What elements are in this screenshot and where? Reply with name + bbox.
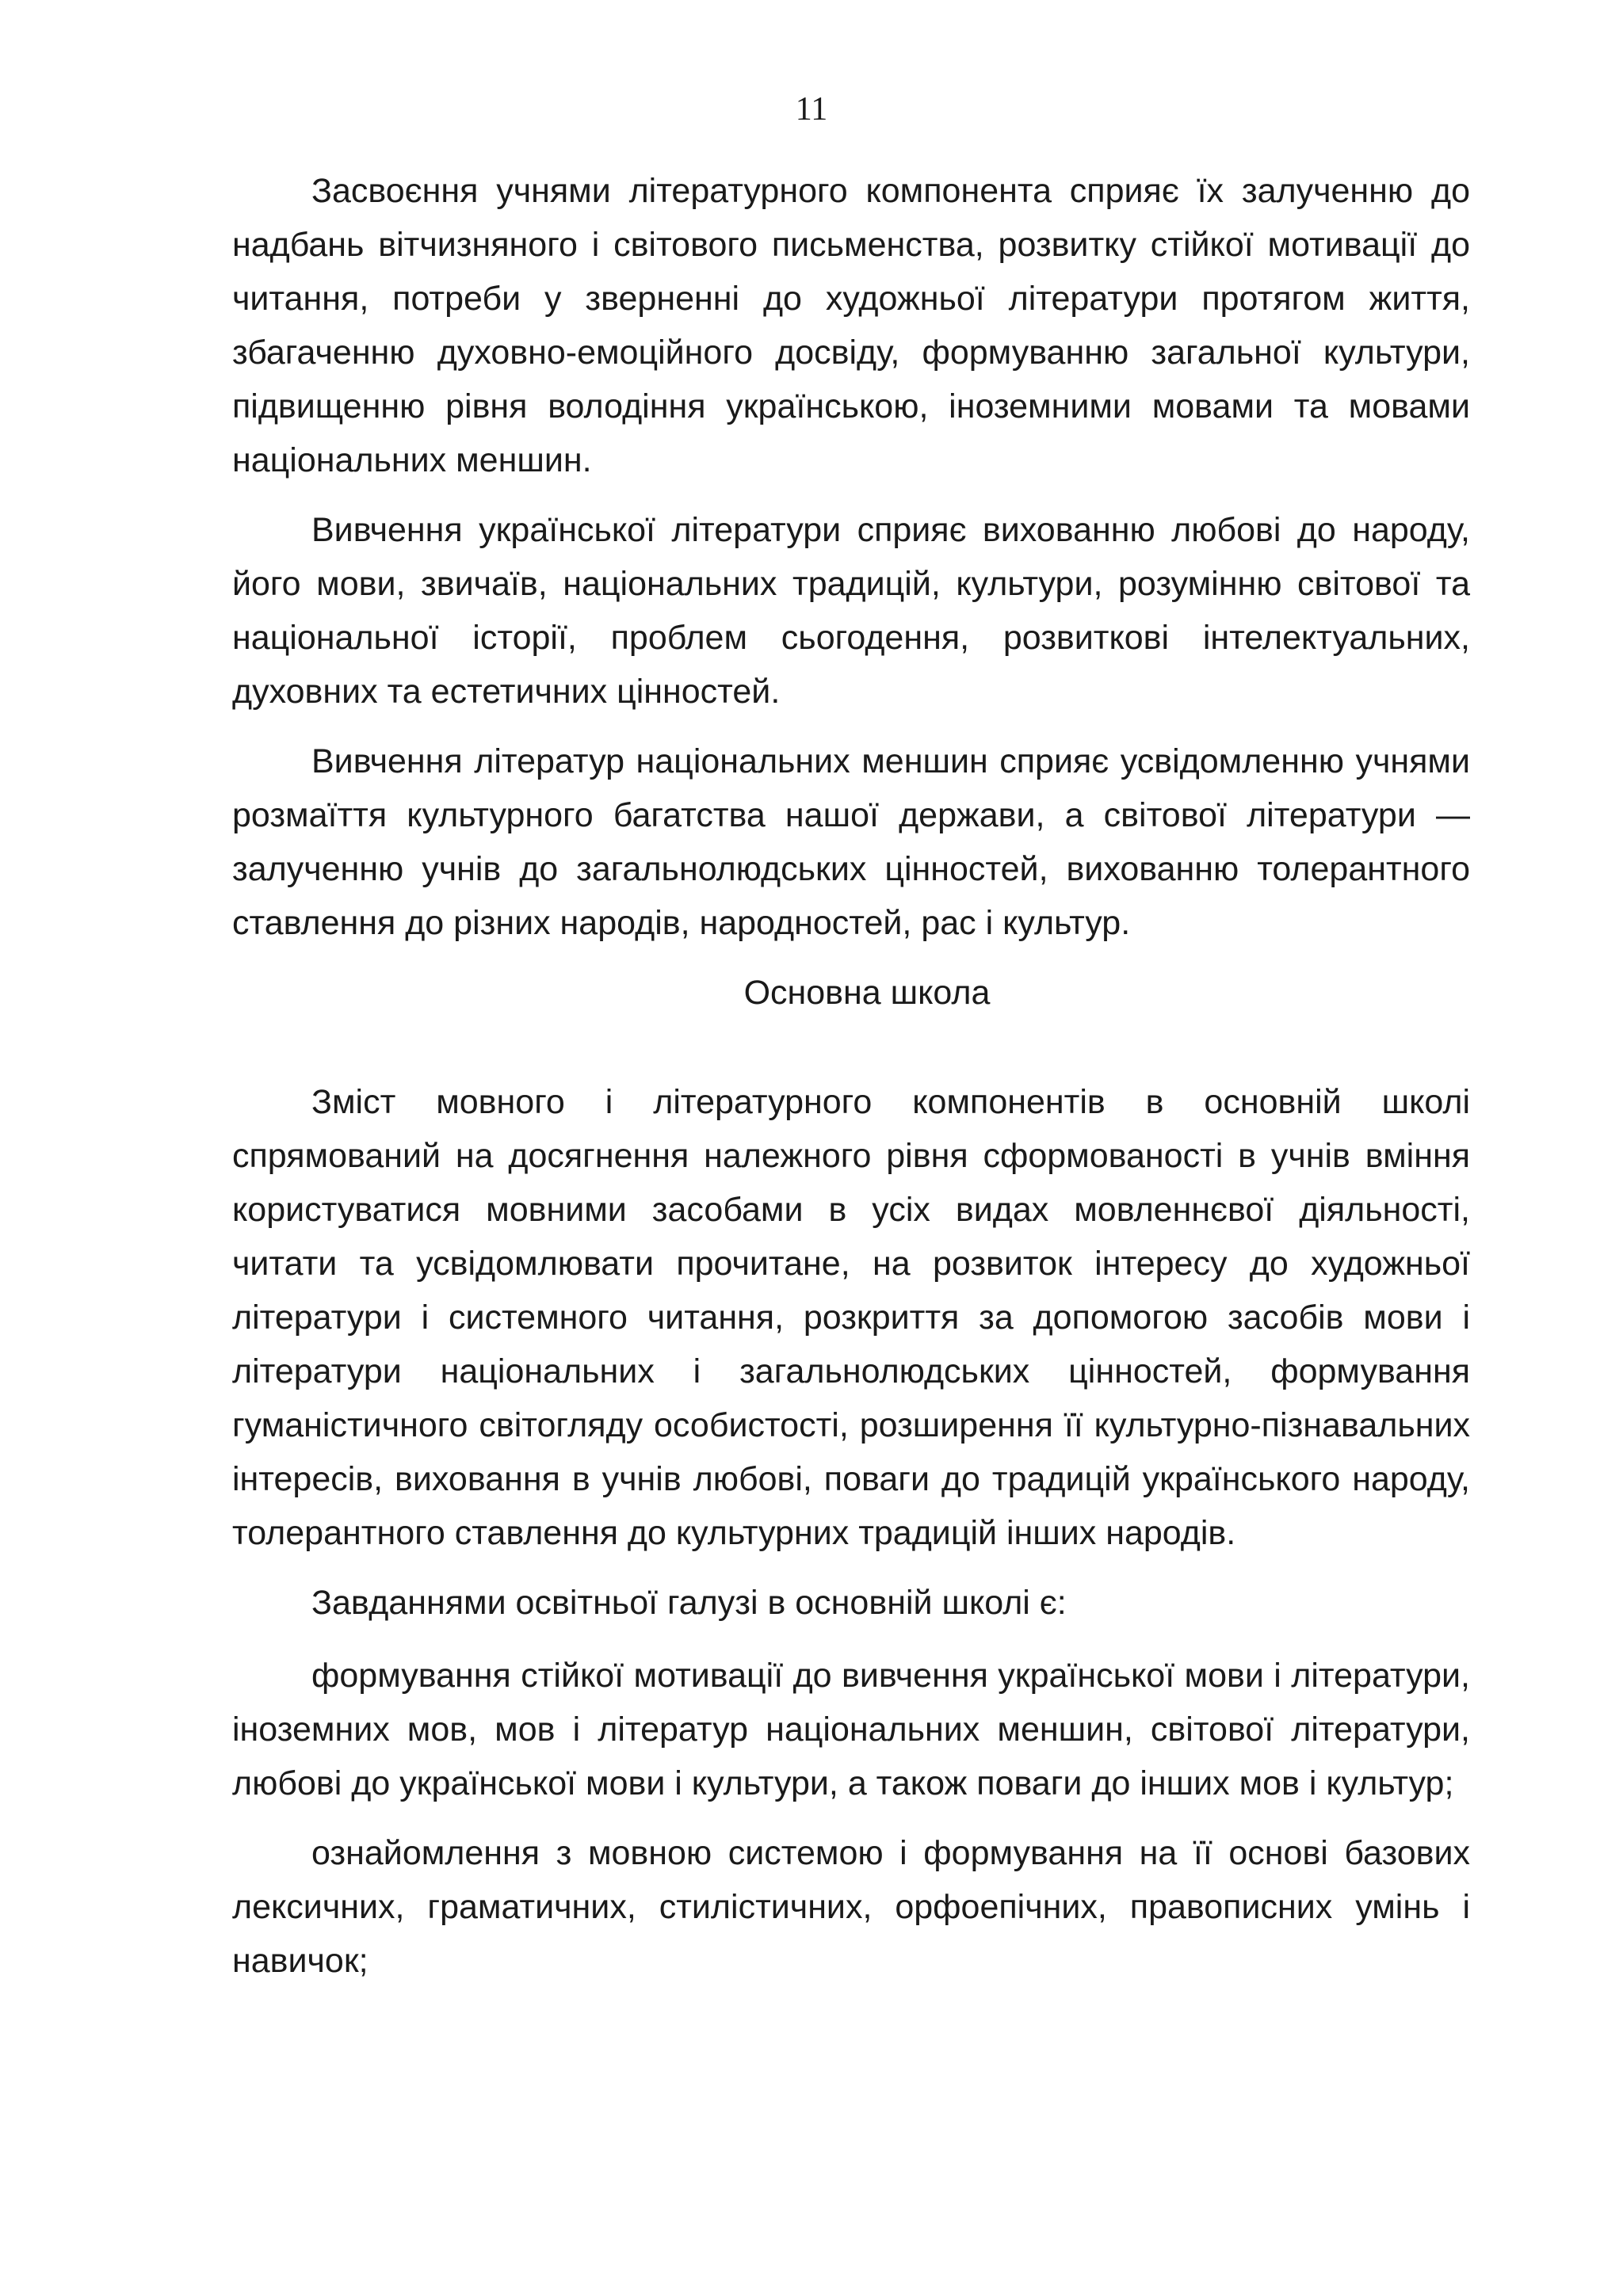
paragraph-literary-component: Засвоєння учнями літературного компонента сприяє їх залученню до надбань вітчизняного і світового письменства, розвитку стійкої мотивації до читання, потреби у зверненні до художньої літератури протягом життя, збагаченню духовно-емоційного досвіду, формуванню загальної культури, підвищенню рівня володіння українською, іноземними мовами та мовами національних меншин.	[232, 172, 1470, 479]
paragraph-basic-school-content: Зміст мовного і літературного компонентів в основній школі спрямований на досягнення належного рівня сформованості в учнів вміння користуватися мовними засобами в усіх видах мовленнєвої діяльності, читати та усвідомлювати прочитане, на розвиток інтересу до художньої літератури і системного читання, розкриття за допомогою засобів мови і літератури національних і загальнолюдських цінностей, формування гуманістичного світогляду особистості, розширення її культурно-пізнавальних інтересів, виховання в учнів любові, поваги до традицій українського народу, толерантного ставлення до культурних традицій інших народів.	[232, 1083, 1470, 1552]
section-heading: Основна школа	[743, 974, 991, 1012]
paragraph-ukrainian-literature: Вивчення української літератури сприяє вихованню любові до народу, його мови, звичаїв, національних традицій, культури, розумінню світової та національної історії, проблем сьогодення, розвиткові інтелектуальних, духовних та естетичних цінностей.	[232, 511, 1470, 711]
paragraph-minority-literature: Вивчення літератур національних меншин сприяє усвідомленню учнями розмаїття культурного багатства нашої держави, а світової літератури — залученню учнів до загальнолюдських цінностей, вихованню толерантного ставлення до різних народів, народностей, рас і культур.	[232, 742, 1470, 942]
document-body	[232, 164, 1470, 2004]
tasks-intro: Завданнями освітньої галузі в основній школі є:	[311, 1584, 1067, 1622]
page-number: 11	[795, 91, 828, 128]
task-item: ознайомлення з мовною системою і формування на її основі базових лексичних, граматичних, стилістичних, орфоепічних, правописних умінь і навичок;	[232, 1834, 1470, 1980]
task-item: формування стійкої мотивації до вивчення української мови і літератури, іноземних мов, мов і літератур національних меншин, світової літератури, любові до української мови і культури, а також поваги до інших мов і культур;	[232, 1657, 1470, 1802]
